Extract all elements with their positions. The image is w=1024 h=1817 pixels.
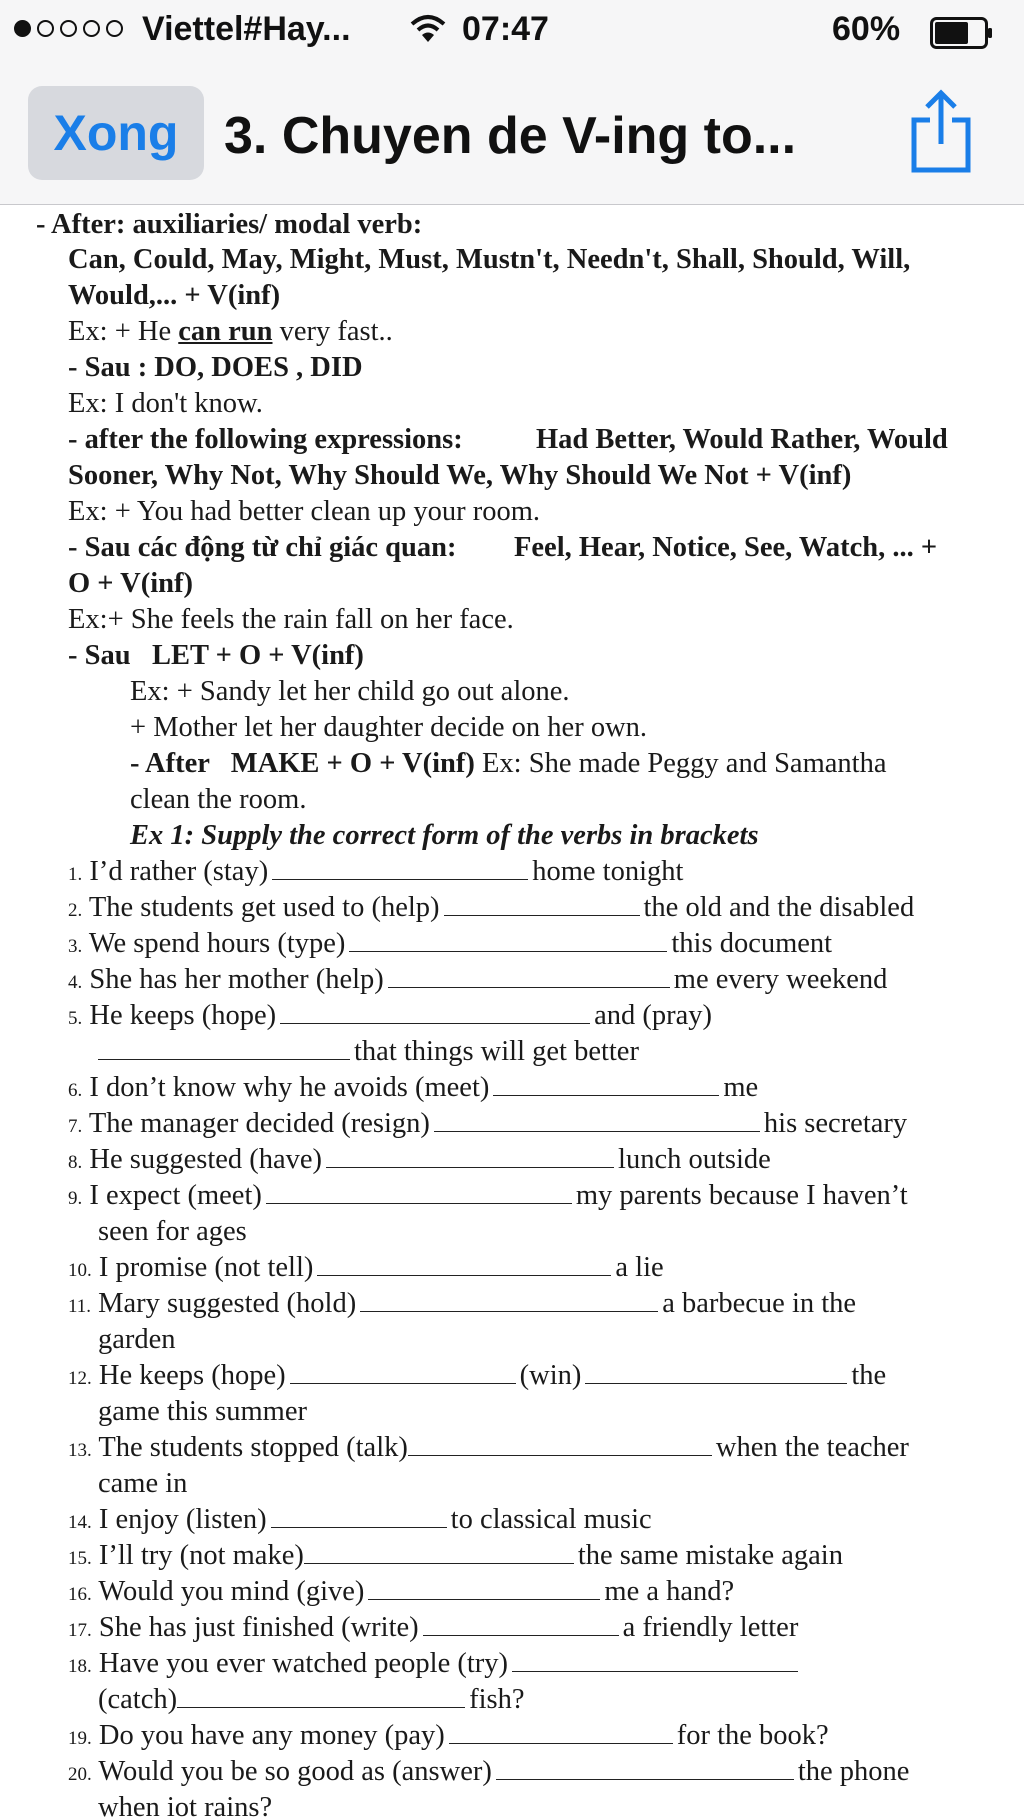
example-sentence: Ex: + Sandy let her child go out alone.	[130, 676, 570, 707]
example-sentence: + Mother let her daughter decide on her own.	[130, 712, 648, 743]
navigation-bar	[0, 64, 1024, 205]
list-item-continuation: came in	[98, 1468, 188, 1499]
list-item: 19. Do you have any money (pay) for the book?	[68, 1720, 829, 1751]
clock: 07:47	[462, 10, 549, 48]
list-item: 16. Would you mind (give) me a hand?	[68, 1576, 735, 1607]
answer-blank[interactable]	[434, 1107, 760, 1132]
example-sentence: clean the room.	[130, 784, 307, 815]
rule-heading: - after the following expressions:	[68, 424, 463, 455]
answer-blank[interactable]	[317, 1251, 611, 1276]
list-item: 20. Would you be so good as (answer) the phone	[68, 1756, 910, 1787]
done-button[interactable]: Xong	[28, 86, 204, 180]
rule-heading: - Sau : DO, DOES , DID	[68, 352, 363, 383]
exercise-title: Ex 1: Supply the correct form of the verbs in brackets	[130, 820, 759, 851]
list-item: 1. I’d rather (stay) home tonight	[68, 856, 684, 887]
list-item: 5. He keeps (hope) and (pray)	[68, 1000, 713, 1031]
answer-blank[interactable]	[290, 1359, 516, 1384]
answer-blank[interactable]	[177, 1683, 465, 1708]
answer-blank[interactable]	[585, 1359, 847, 1384]
list-item: 15. I’ll try (not make) the same mistake again	[68, 1540, 843, 1571]
share-icon[interactable]	[908, 86, 974, 176]
answer-blank[interactable]	[272, 855, 528, 880]
list-item-continuation: when iot rains?	[98, 1792, 273, 1817]
wifi-icon	[410, 14, 446, 44]
answer-blank[interactable]	[304, 1539, 574, 1564]
battery-percentage: 60%	[832, 10, 901, 48]
list-item: 17. She has just finished (write) a friendly letter	[68, 1612, 799, 1643]
rule-text: Would,... + V(inf)	[68, 280, 281, 311]
status-bar	[0, 0, 1024, 64]
list-item: 9. I expect (meet) my parents because I haven’t	[68, 1180, 908, 1211]
answer-blank[interactable]	[408, 1431, 712, 1456]
rule-heading: - Sau LET + O + V(inf)	[68, 640, 364, 671]
list-item-continuation: garden	[98, 1324, 176, 1355]
list-item: 12. He keeps (hope) (win) the	[68, 1360, 887, 1391]
list-item: 13. The students stopped (talk) when the teacher	[68, 1432, 909, 1463]
answer-blank[interactable]	[280, 999, 590, 1024]
rule-text: Feel, Hear, Notice, See, Watch, ... +	[514, 532, 938, 563]
answer-blank[interactable]	[512, 1647, 798, 1672]
list-item-continuation: (catch) fish?	[98, 1684, 525, 1715]
answer-blank[interactable]	[360, 1287, 658, 1312]
rule-heading: - After MAKE + O + V(inf) Ex: She made Peggy and Samantha	[130, 748, 887, 779]
example-sentence: Ex:+ She feels the rain fall on her face.	[68, 604, 514, 635]
signal-strength-icon	[14, 20, 123, 37]
answer-blank[interactable]	[423, 1611, 619, 1636]
list-item-continuation: seen for ages	[98, 1216, 247, 1247]
example-sentence: Ex: + He can run very fast..	[68, 316, 393, 347]
list-item: 2. The students get used to (help) the old and the disabled	[68, 892, 915, 923]
battery-icon	[930, 17, 994, 49]
answer-blank[interactable]	[493, 1071, 719, 1096]
list-item: 11. Mary suggested (hold) a barbecue in the	[68, 1288, 857, 1319]
answer-blank[interactable]	[444, 891, 640, 916]
rule-heading: - After: auxiliaries/ modal verb:	[36, 209, 423, 240]
list-item: 18. Have you ever watched people (try)	[68, 1647, 802, 1684]
answer-blank[interactable]	[496, 1755, 794, 1780]
answer-blank[interactable]	[266, 1179, 572, 1204]
list-item: 14. I enjoy (listen) to classical music	[68, 1504, 652, 1535]
rule-text: O + V(inf)	[68, 568, 193, 599]
list-item: 8. He suggested (have) lunch outside	[68, 1144, 771, 1175]
list-item: 10. I promise (not tell) a lie	[68, 1252, 664, 1283]
rule-text: Can, Could, May, Might, Must, Mustn't, Needn't, Shall, Should, Will,	[68, 244, 911, 275]
list-item-continuation: game this summer	[98, 1396, 307, 1427]
underlined-phrase: can run	[178, 316, 273, 347]
document-page	[0, 205, 1024, 1817]
answer-blank[interactable]	[349, 927, 667, 952]
rule-heading: - Sau các động từ chỉ giác quan:	[68, 532, 457, 563]
answer-blank[interactable]	[271, 1503, 447, 1528]
answer-blank[interactable]	[326, 1143, 614, 1168]
carrier-name: Viettel#Hay...	[142, 10, 351, 48]
answer-blank[interactable]	[388, 963, 670, 988]
rule-text: Had Better, Would Rather, Would	[536, 424, 948, 455]
list-item: 3. We spend hours (type) this document	[68, 928, 833, 959]
list-item: 6. I don’t know why he avoids (meet) me	[68, 1072, 759, 1103]
list-item: 4. She has her mother (help) me every weekend	[68, 964, 888, 995]
document-title: 3. Chuyen de V-ing to...	[224, 107, 797, 165]
answer-blank[interactable]	[368, 1575, 600, 1600]
list-item: 7. The manager decided (resign) his secretary	[68, 1108, 908, 1139]
answer-blank[interactable]	[98, 1035, 350, 1060]
rule-text: Sooner, Why Not, Why Should We, Why Should We Not + V(inf)	[68, 460, 852, 491]
example-sentence: Ex: + You had better clean up your room.	[68, 496, 540, 527]
example-sentence: Ex: I don't know.	[68, 388, 263, 419]
answer-blank[interactable]	[449, 1719, 673, 1744]
list-item-continuation: that things will get better	[98, 1035, 639, 1069]
